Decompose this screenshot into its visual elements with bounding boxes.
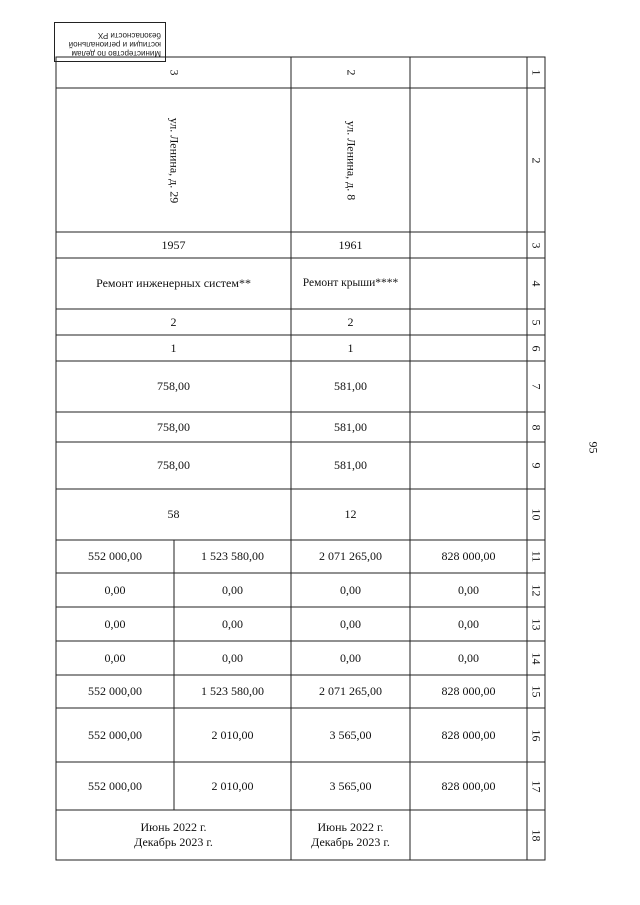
row-label: 15	[529, 685, 544, 698]
year-cell: 1961	[338, 237, 363, 252]
money-cell: 3 565,00	[329, 778, 372, 793]
row-label: 3	[529, 242, 544, 248]
value-cell: 758,00	[157, 458, 190, 472]
work-cell: Ремонт инженерных систем**	[96, 276, 251, 290]
money-cell: 0,00	[458, 616, 479, 631]
column-number: 3	[167, 69, 181, 76]
money-cell: 0,00	[340, 616, 361, 631]
money-cell: 2 010,00	[211, 727, 254, 742]
money-cell: 552 000,00	[88, 684, 142, 698]
value-cell: 12	[344, 507, 357, 521]
column-number: 2	[344, 69, 358, 76]
money-cell: 0,00	[222, 582, 243, 597]
address-text: ул. Ленина, д. 8	[343, 120, 358, 200]
value-cell: 581,00	[334, 458, 367, 472]
row-label: 8	[529, 424, 544, 430]
work-cell: Ремонт крыши****	[302, 277, 399, 289]
row-label: 14	[529, 652, 544, 664]
row-label: 1	[529, 69, 544, 76]
money-cell: 2 071 265,00	[319, 549, 382, 563]
money-cell: 0,00	[458, 650, 479, 665]
date-start: Июнь 2022 г.	[317, 820, 384, 834]
header-cell	[291, 57, 410, 88]
value-cell: 2	[170, 314, 177, 329]
money-cell: 0,00	[222, 650, 243, 665]
row-label: 17	[529, 780, 544, 792]
value-cell: 758,00	[157, 379, 190, 393]
row-label: 4	[529, 280, 544, 287]
date-end: Декабрь 2023 г.	[134, 835, 213, 849]
row-label: 18	[529, 829, 544, 841]
money-cell: 0,00	[222, 616, 243, 631]
row-label: 5	[529, 319, 544, 325]
money-cell: 0,00	[104, 582, 126, 597]
row-label: 2	[529, 157, 544, 163]
money-cell: 552 000,00	[88, 549, 142, 563]
year-cell: 1957	[161, 237, 186, 252]
value-cell: 581,00	[334, 419, 367, 434]
address-text: ул. Ленина, д. 29	[166, 117, 181, 203]
date-cell	[56, 810, 291, 860]
row-label: 13	[529, 618, 544, 630]
value-cell: 2	[347, 314, 354, 329]
money-cell: 2 071 265,00	[319, 684, 382, 698]
date-cell	[291, 810, 410, 860]
stamp-line: Министерство по делам	[71, 49, 161, 58]
value-cell: 581,00	[334, 379, 367, 393]
money-cell: 1 523 580,00	[201, 684, 264, 698]
header-cell	[56, 57, 291, 88]
money-cell: 0,00	[458, 582, 479, 597]
row-label: 7	[529, 383, 544, 390]
date-start: Июнь 2022 г.	[140, 820, 207, 834]
money-cell: 0,00	[104, 616, 126, 631]
row-label: 12	[529, 584, 544, 596]
money-cell: 2 010,00	[211, 778, 254, 793]
row-label: 9	[529, 462, 544, 469]
stamp-line: безопасности РХ	[97, 31, 161, 40]
row-label: 10	[529, 508, 544, 521]
money-cell: 828 000,00	[441, 778, 496, 793]
money-cell: 828 000,00	[441, 684, 496, 698]
money-cell: 1 523 580,00	[201, 549, 264, 563]
money-cell: 3 565,00	[329, 727, 372, 742]
page-number: 95	[586, 441, 601, 454]
money-cell: 828 000,00	[441, 727, 496, 742]
row-label: 16	[529, 729, 544, 741]
value-cell: 1	[347, 340, 354, 355]
money-cell: 552 000,00	[88, 727, 142, 742]
value-cell: 58	[167, 507, 180, 521]
money-cell: 0,00	[340, 650, 361, 665]
money-cell: 0,00	[340, 582, 361, 597]
official-stamp	[54, 22, 166, 62]
row-label: 11	[529, 550, 544, 563]
stamp-line: юстиции и региональной	[68, 40, 161, 49]
money-cell: 828 000,00	[441, 549, 496, 563]
money-cell: 0,00	[104, 650, 126, 665]
money-cell: 552 000,00	[88, 778, 142, 793]
address-cell	[56, 88, 291, 232]
date-end: Декабрь 2023 г.	[311, 835, 390, 849]
address-cell	[291, 88, 410, 232]
value-cell: 758,00	[157, 419, 190, 434]
value-cell: 1	[170, 340, 177, 355]
row-label: 6	[529, 345, 544, 351]
